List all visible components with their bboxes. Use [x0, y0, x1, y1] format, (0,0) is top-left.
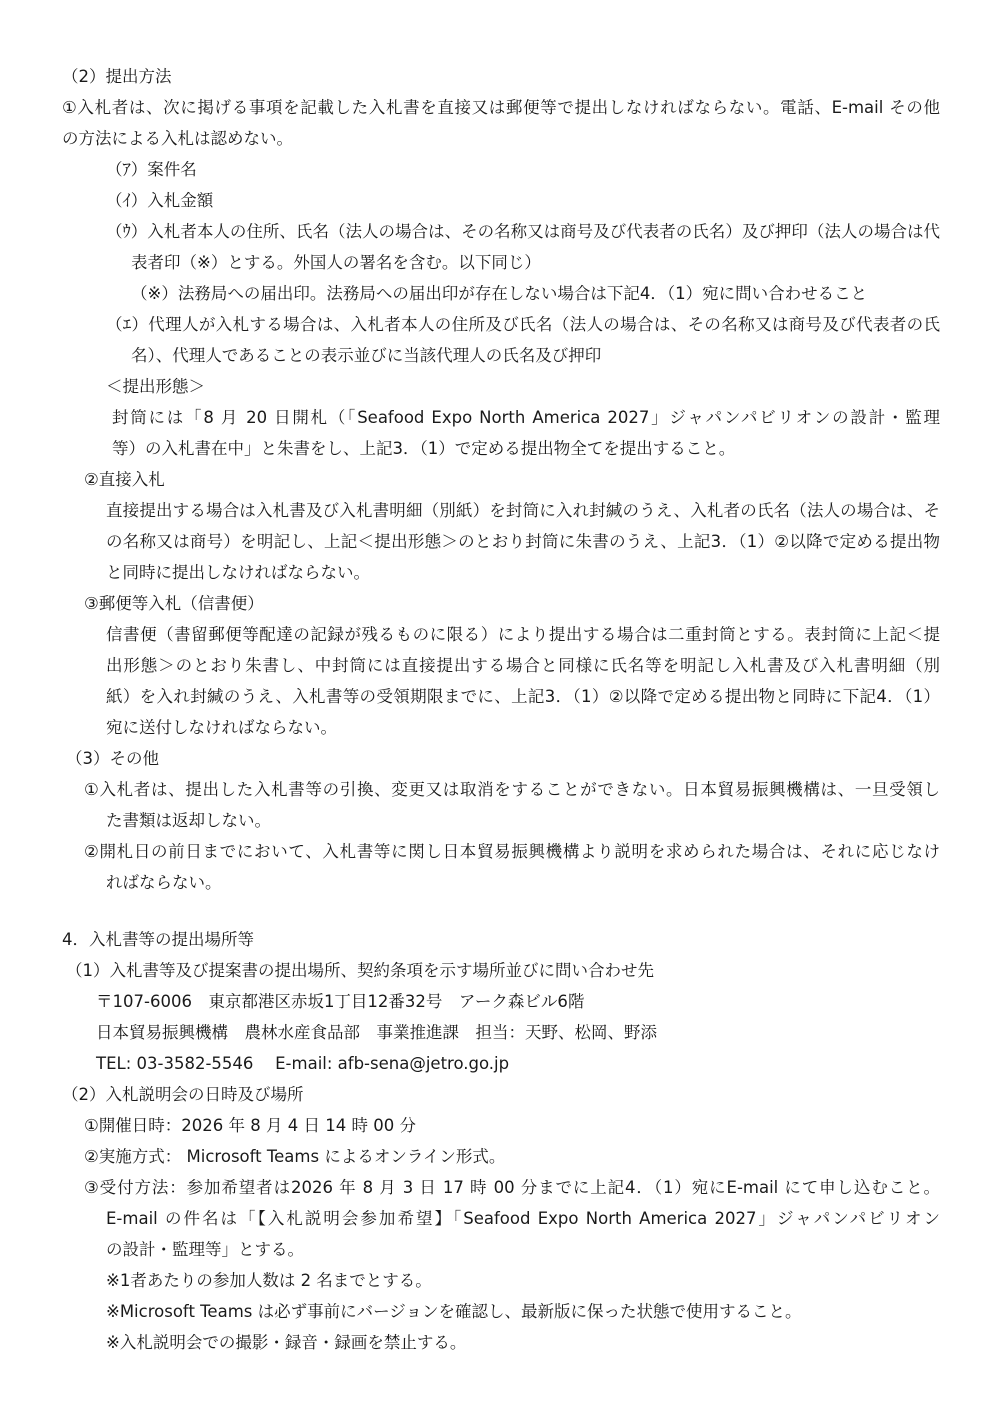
subheading-direct-bid: ②直接入札 [84, 470, 165, 489]
list-item: （ｱ）案件名 [106, 160, 197, 179]
section-heading-submission-location: 4．入札書等の提出場所等 [62, 930, 254, 949]
paragraph-line: 紙）を入れ封緘のうえ、入札書等の受領期限までに、上記3．（1）②以降で定める提出物と同時に下記4．（1） [106, 687, 940, 706]
briefing-datetime: ①開催日時：2026 年 8 月 4 日 14 時 00 分 [84, 1116, 416, 1135]
subheading-postal-bid: ③郵便等入札（信書便） [84, 594, 264, 613]
heading-briefing-session: （2）入札説明会の日時及び場所 [62, 1085, 304, 1104]
paragraph-line: 直接提出する場合は入札書及び入札書明細（別紙）を封筒に入れ封緘のうえ、入札者の氏名（法人の場合は、そ [106, 501, 940, 520]
paragraph-line: 表者印（※）とする。外国人の署名を含む。以下同じ） [131, 253, 541, 272]
note-line: ※1者あたりの参加人数は 2 名までとする。 [106, 1271, 432, 1290]
paragraph-line: の設計・監理等」とする。 [106, 1240, 304, 1259]
paragraph-line: 封筒には「8 月 20 日開札（「Seafood Expo North America 2027」ジャパンパビリオンの設計・監理 [112, 408, 940, 427]
paragraph-line: E-mail の件名は「【入札説明会参加希望】「Seafood Expo North America 2027」ジャパンパビリオン [106, 1209, 940, 1228]
paragraph-line: た書類は返却しない。 [106, 811, 271, 830]
heading-submission-method: （2）提出方法 [62, 67, 172, 86]
paragraph-line: 名）、代理人であることの表示並びに当該代理人の氏名及び押印 [131, 346, 602, 365]
list-item: ①入札者は、提出した入札書等の引換、変更又は取消をすることができない。日本貿易振興機構は、一旦受領し [84, 780, 940, 799]
paragraph-line: の方法による入札は認めない。 [62, 129, 293, 148]
paragraph-line: ①入札者は、次に掲げる事項を記載した入札書を直接又は郵便等で提出しなければならない。電話、E-mail その他 [62, 98, 940, 117]
paragraph-line: の名称又は商号）を明記し、上記＜提出形態＞のとおり封筒に朱書のうえ、上記3．（1）②以降で定める提出物 [106, 532, 940, 551]
paragraph-line: 等）の入札書在中」と朱書をし、上記3．（1）で定める提出物全てを提出すること。 [112, 439, 736, 458]
list-item: （ｲ）入札金額 [106, 191, 214, 210]
paragraph-line: 出形態＞のとおり朱書し、中封筒には直接提出する場合と同様に氏名等を明記し入札書及び入札書明細（別 [106, 656, 940, 675]
paragraph-line: と同時に提出しなければならない。 [106, 563, 370, 582]
paragraph-line: 信書便（書留郵便等配達の記録が残るものに限る）により提出する場合は二重封筒とする。表封筒に上記＜提 [106, 625, 940, 644]
note-line: （※）法務局への届出印。法務局への届出印が存在しない場合は下記4．（1）宛に問い合わせること [131, 284, 868, 303]
address-line: 〒107-6006 東京都港区赤坂1丁目12番32号 アーク森ビル6階 [96, 992, 585, 1011]
note-line: ※Microsoft Teams は必ず事前にバージョンを確認し、最新版に保った状態で使用すること。 [106, 1302, 802, 1321]
paragraph-line: 宛に送付しなければならない。 [106, 718, 337, 737]
heading-other: （3）その他 [66, 749, 159, 768]
paragraph-line: ればならない。 [106, 873, 222, 892]
briefing-format: ②実施方式： Microsoft Teams によるオンライン形式。 [84, 1147, 506, 1166]
subheading-submission-form: ＜提出形態＞ [106, 377, 205, 396]
heading-submission-place: （1）入札書等及び提案書の提出場所、契約条項を示す場所並びに問い合わせ先 [66, 961, 654, 980]
note-line: ※入札説明会での撮影・録音・録画を禁止する。 [106, 1333, 467, 1352]
list-item: （ｳ）入札者本人の住所、氏名（法人の場合は、その名称又は商号及び代表者の氏名）及び押印（法人の場合は代 [106, 222, 941, 241]
briefing-registration: ③受付方法：参加希望者は2026 年 8 月 3 日 17 時 00 分までに上記4．（1）宛にE-mail にて申し込むこと。 [84, 1178, 940, 1197]
list-item: （ｴ）代理人が入札する場合は、入札者本人の住所及び氏名（法人の場合は、その名称又は商号及び代表者の氏 [106, 315, 940, 334]
contact-tel-email: TEL: 03-3582-5546 E-mail: afb-sena@jetro.go.jp [96, 1054, 510, 1073]
contact-department: 日本貿易振興機構 農林水産食品部 事業推進課 担当：天野、松岡、野添 [96, 1023, 657, 1042]
list-item: ②開札日の前日までにおいて、入札書等に関し日本貿易振興機構より説明を求められた場合は、それに応じなけ [84, 842, 940, 861]
